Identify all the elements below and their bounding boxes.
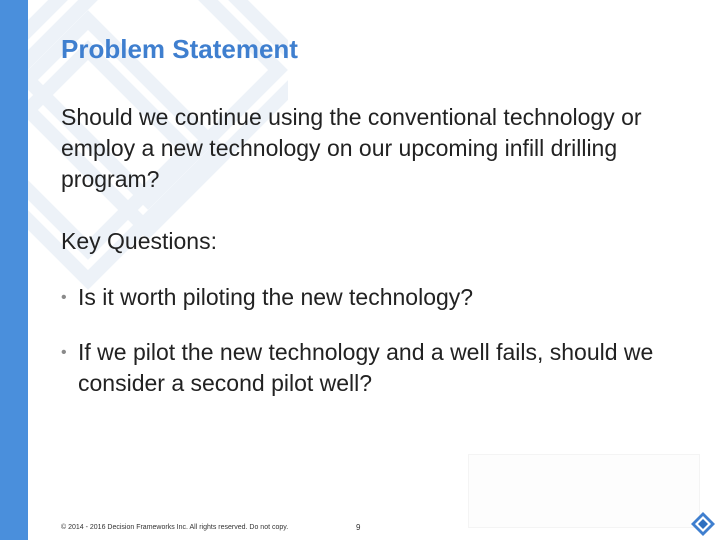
list-item — [61, 282, 701, 313]
left-accent-bar — [0, 0, 28, 540]
page-number: 9 — [356, 523, 361, 532]
footer-placeholder-box — [468, 454, 700, 528]
bullet-text: Is it worth piloting the new technology? — [78, 284, 474, 310]
problem-statement-text: Should we continue using the conventional technology or employ a new technology on our upcoming infill drilling program? — [61, 104, 642, 192]
key-questions-label: Key Questions: — [61, 228, 217, 254]
decision-frameworks-logo-icon — [690, 511, 716, 537]
slide-title: Problem Statement — [61, 34, 298, 64]
copyright-notice: © 2014 - 2016 Decision Frameworks Inc. All rights reserved. Do not copy. — [61, 524, 289, 531]
bullet-icon: • — [61, 289, 67, 306]
bullet-icon: • — [61, 344, 67, 361]
bullet-text: If we pilot the new technology and a well fails, should we consider a second pilot well? — [78, 339, 654, 396]
list-item — [61, 337, 701, 399]
key-questions-list — [61, 282, 701, 399]
